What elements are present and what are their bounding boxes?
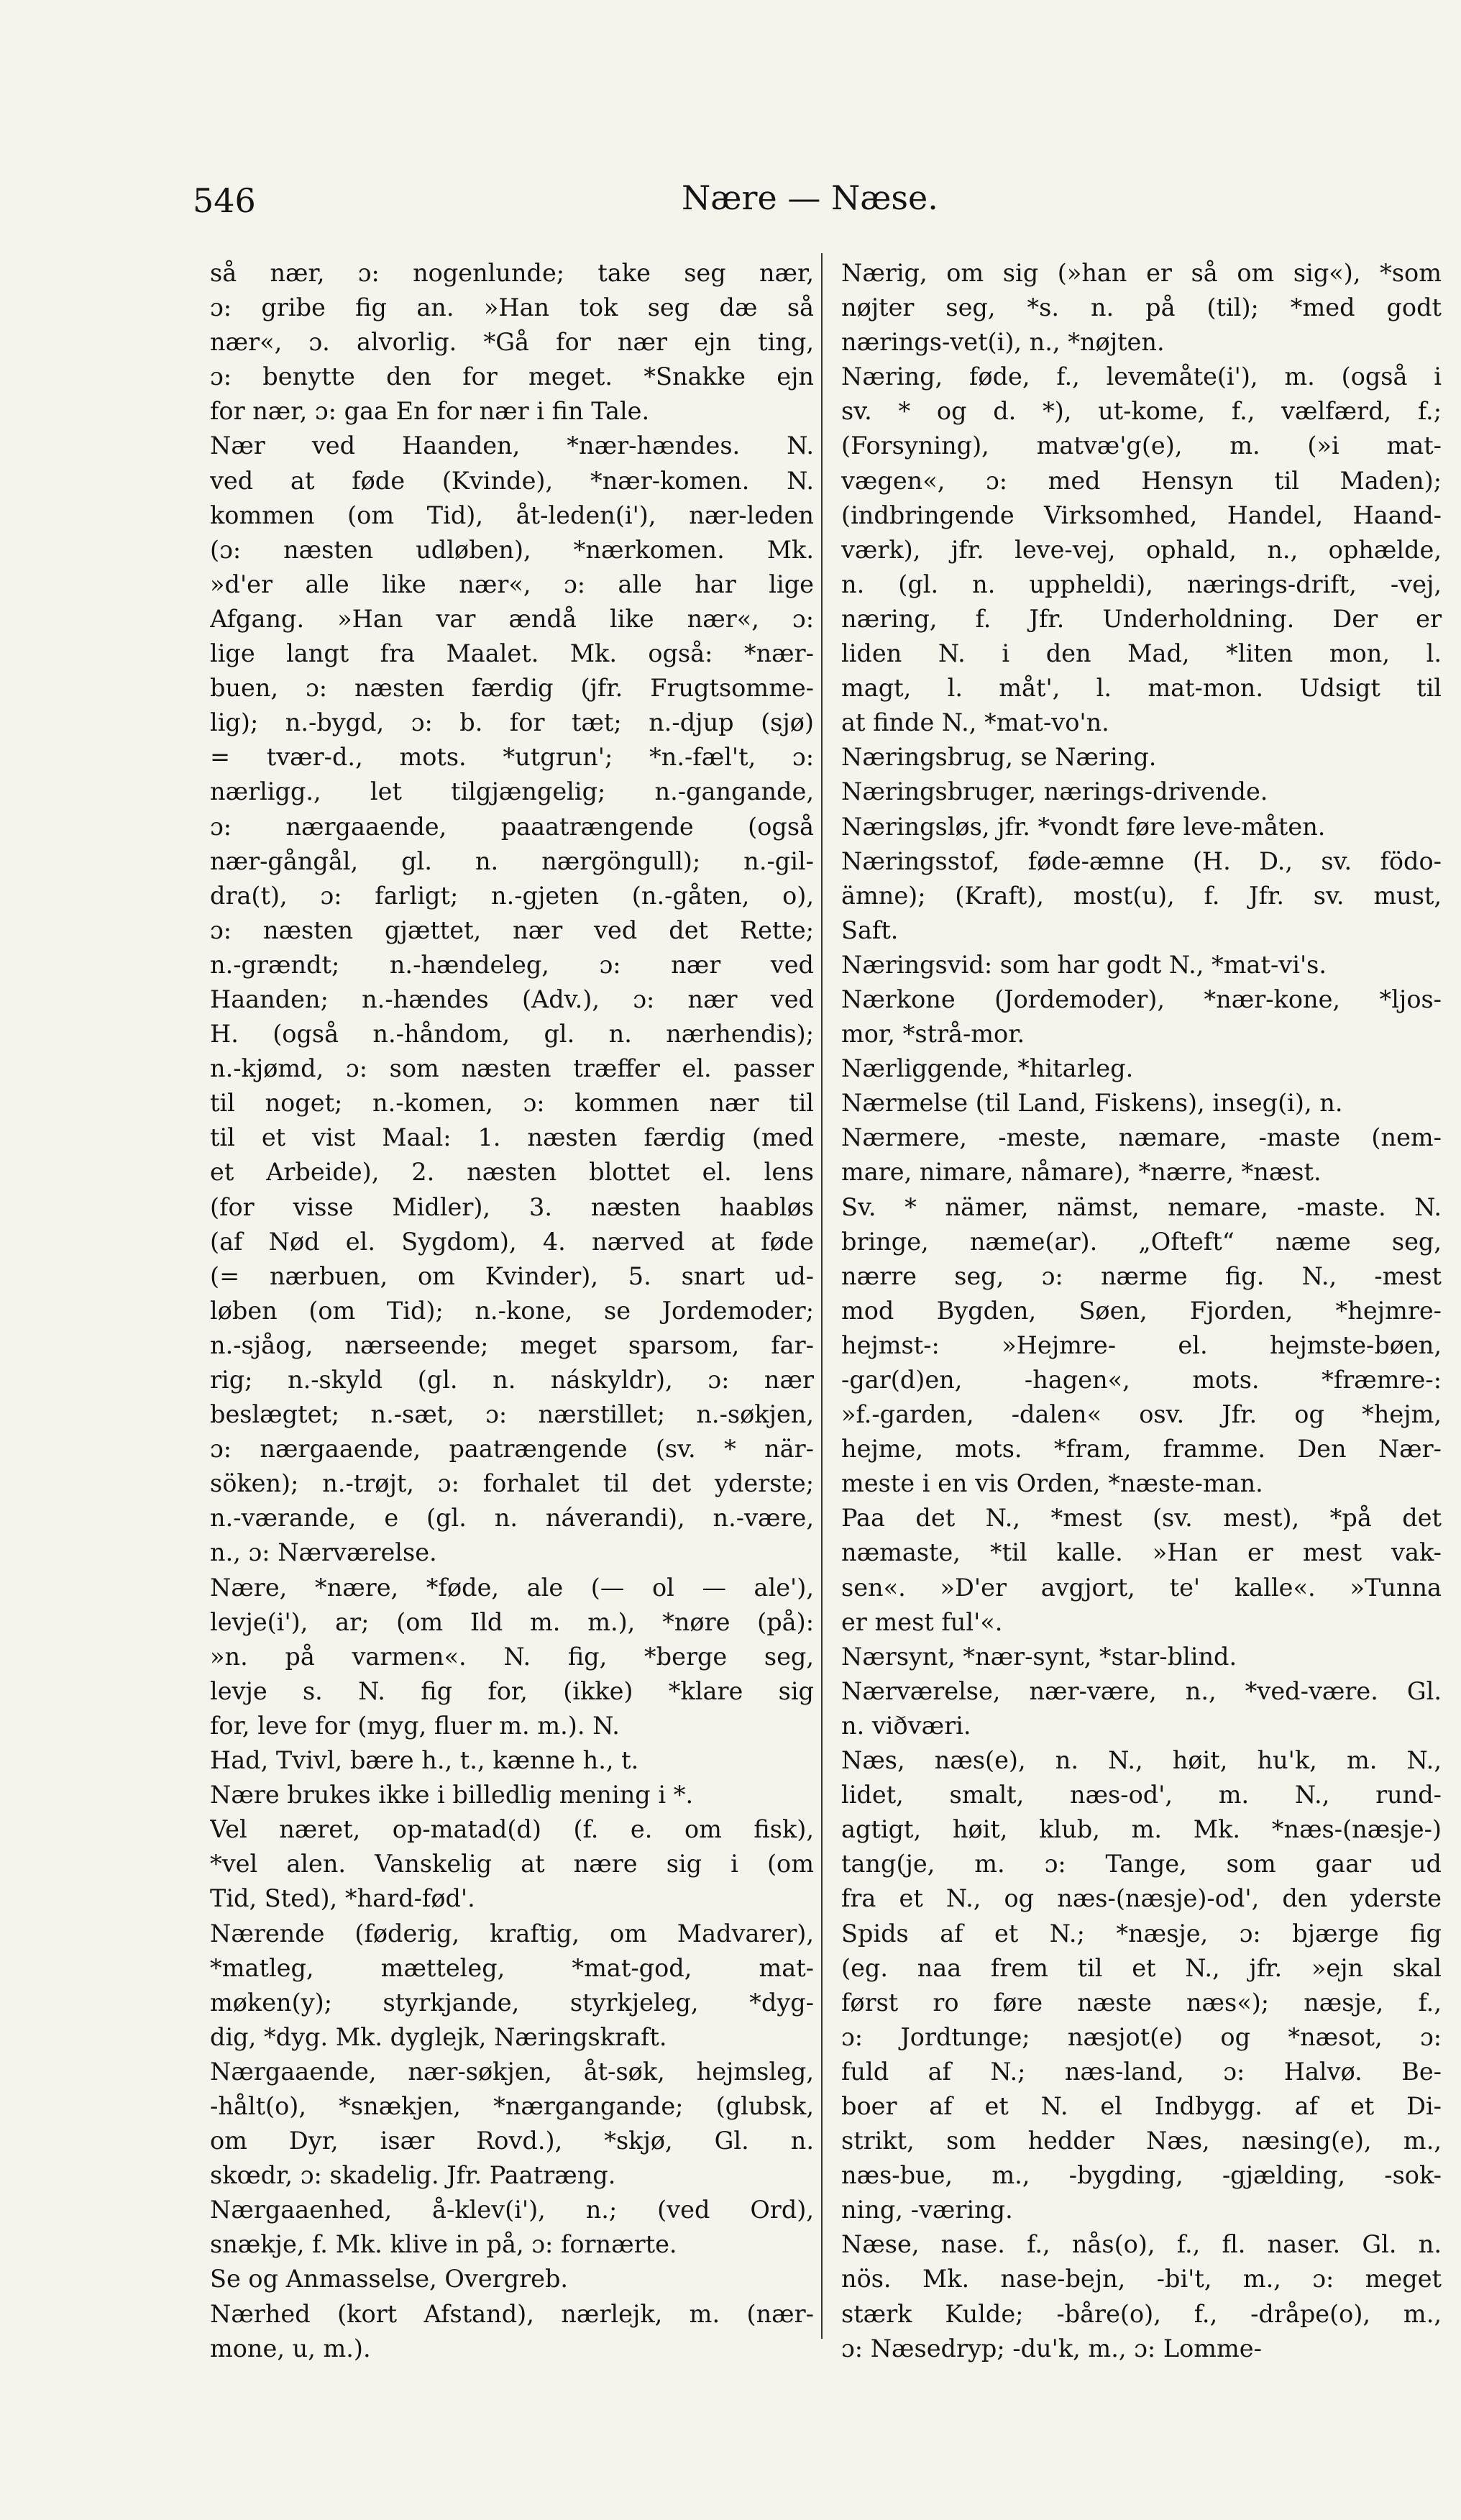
- text-line: møken(y); styrkjande, styrkjeleg, *dyg-: [210, 1988, 814, 2017]
- text-line: -gar(d)en, -hagen«, mots. *fræmre-:: [841, 1366, 1442, 1394]
- text-line: næring, f. Jfr. Underholdning. Der er: [841, 604, 1442, 633]
- text-line: Nærende (føderig, kraftig, om Madvarer),: [210, 1919, 814, 1948]
- text-line: strikt, som hedder Næs, næsing(e), m.,: [841, 2127, 1442, 2155]
- text-line: Nære brukes ikke i billedlig mening i *.: [210, 1781, 694, 1809]
- text-line: Sv. * nämer, nämst, nemare, -maste. N.: [841, 1192, 1442, 1221]
- text-line: Næringsstof, føde-æmne (H. D., sv. födo-: [841, 846, 1442, 875]
- text-line: Næringsvid: som har godt N., *mat-vi's.: [841, 950, 1327, 979]
- text-line: Nære, *nære, *føde, ale (— ol — ale'),: [210, 1573, 814, 1602]
- text-line: næmaste, *til kalle. »Han er mest vak-: [841, 1538, 1442, 1567]
- text-line: -hålt(o), *snækjen, *nærgangande; (glubsk,: [210, 2091, 814, 2120]
- text-line: rig; n.-skyld (gl. n. náskyldr), ɔ: nær: [210, 1366, 814, 1394]
- text-line: mod Bygden, Søen, Fjorden, *hejmre-: [841, 1296, 1442, 1325]
- text-line: n.-kjømd, ɔ: som næsten træffer el. passer: [210, 1054, 814, 1083]
- text-line: snækje, f. Mk. klive in på, ɔ: fornærte.: [210, 2230, 677, 2259]
- text-line: først ro føre næste næs«); næsje, f.,: [841, 1988, 1442, 2017]
- text-line: ämne); (Kraft), most(u), f. Jfr. sv. must,: [841, 881, 1442, 910]
- text-line: lig); n.-bygd, ɔ: b. for tæt; n.-djup (sjø): [210, 708, 814, 737]
- text-line: ɔ: Jordtunge; næsjot(e) og *næsot, ɔ:: [841, 2022, 1442, 2051]
- text-line: er mest ful'«.: [841, 1607, 1003, 1636]
- text-line: *matleg, mætteleg, *mat-god, mat-: [210, 1953, 814, 1982]
- text-line: nærligg., let tilgjængelig; n.-gangande,: [210, 777, 814, 806]
- text-line: fuld af N.; næs-land, ɔ: Halvø. Be-: [841, 2057, 1442, 2086]
- text-line: Spids af et N.; *næsje, ɔ: bjærge fig: [841, 1919, 1442, 1948]
- text-line: Nærgaaende, nær-søkjen, åt-søk, hejmsleg,: [210, 2057, 814, 2086]
- text-line: (eg. naa frem til et N., jfr. »ejn skal: [841, 1953, 1442, 1982]
- text-line: sv. * og d. *), ut-kome, f., vælfærd, f.;: [841, 397, 1442, 426]
- running-head: Nære — Næse.: [682, 178, 938, 217]
- text-line: Saft.: [841, 916, 899, 944]
- text-line: nærings-vet(i), n., *nøjten.: [841, 328, 1165, 357]
- text-line: n.-sjåog, nærseende; meget sparsom, far-: [210, 1330, 814, 1359]
- text-line: ved at føde (Kvinde), *nær-komen. N.: [210, 466, 814, 495]
- text-line: så nær, ɔ: nogenlunde; take seg nær,: [210, 259, 814, 287]
- text-line: mone, u, m.).: [210, 2334, 371, 2362]
- text-line: (Forsyning), matvæ'g(e), m. (»i mat-: [841, 432, 1442, 460]
- left-column: [210, 256, 814, 2366]
- text-line: Næringsbrug, se Næring.: [841, 743, 1157, 772]
- text-line: nös. Mk. nase-bejn, -bi't, m., ɔ: meget: [841, 2265, 1442, 2293]
- text-line: hejmst-: »Hejmre- el. hejmste-bøen,: [841, 1330, 1442, 1359]
- text-line: Had, Tvivl, bære h., t., kænne h., t.: [210, 1746, 639, 1775]
- text-line: nærre seg, ɔ: nærme fig. N., -mest: [841, 1261, 1442, 1290]
- text-line: for, leve for (myg, fluer m. m.). N.: [210, 1711, 620, 1740]
- text-line: lige langt fra Maalet. Mk. også: *nær-: [210, 639, 814, 668]
- text-line: levje(i'), ar; (om Ild m. m.), *nøre (på):: [210, 1607, 814, 1636]
- text-line: Næringsbruger, nærings-drivende.: [841, 777, 1268, 806]
- text-line: ɔ: Næsedryp; -du'k, m., ɔ: Lomme-: [841, 2334, 1262, 2362]
- text-line: (af Nød el. Sygdom), 4. nærved at føde: [210, 1227, 814, 1256]
- text-line: söken); n.-trøjt, ɔ: forhalet til det yderste;: [210, 1469, 814, 1498]
- text-line: (indbringende Virksomhed, Handel, Haand-: [841, 501, 1442, 529]
- text-line: lidet, smalt, næs-od', m. N., rund-: [841, 1781, 1442, 1809]
- text-line: Næs, næs(e), n. N., høit, hu'k, m. N.,: [841, 1746, 1442, 1775]
- text-line: Nærig, om sig (»han er så om sig«), *som: [841, 259, 1442, 287]
- text-line: Afgang. »Han var ændå like nær«, ɔ:: [210, 604, 814, 633]
- text-line: (ɔ: næsten udløben), *nærkomen. Mk.: [210, 535, 814, 564]
- text-line: dig, *dyg. Mk. dyglejk, Næringskraft.: [210, 2022, 667, 2051]
- page-number: 546: [193, 181, 256, 220]
- right-column: [841, 256, 1442, 2366]
- text-line: Næring, føde, f., levemåte(i'), m. (også i: [841, 362, 1442, 391]
- text-line: n.-værande, e (gl. n. náverandi), n.-være,: [210, 1504, 814, 1533]
- text-line: sen«. »D'er avgjort, te' kalle«. »Tunna: [841, 1573, 1442, 1602]
- text-line: = tvær-d., mots. *utgrun'; *n.-fæl't, ɔ:: [210, 743, 814, 772]
- text-line: tang(je, m. ɔ: Tange, som gaar ud: [841, 1850, 1442, 1878]
- text-line: ɔ: nærgaaende, paatrængende (sv. * när-: [210, 1435, 814, 1464]
- text-line: mare, nimare, nåmare), *nærre, *næst.: [841, 1158, 1322, 1187]
- text-line: for nær, ɔ: gaa En for nær i fin Tale.: [210, 397, 650, 426]
- text-line: kommen (om Tid), åt-leden(i'), nær-leden: [210, 501, 814, 529]
- text-line: et Arbeide), 2. næsten blottet el. lens: [210, 1158, 814, 1187]
- text-line: Nærkone (Jordemoder), *nær-kone, *ljos-: [841, 985, 1442, 1013]
- text-line: (= nærbuen, om Kvinder), 5. snart ud-: [210, 1261, 814, 1290]
- text-line: Nærsynt, *nær-synt, *star-blind.: [841, 1642, 1237, 1671]
- text-line: »f.-garden, -dalen« osv. Jfr. og *hejm,: [841, 1400, 1442, 1429]
- text-line: Nærmere, -meste, næmare, -maste (nem-: [841, 1123, 1442, 1152]
- text-line: Nærhed (kort Afstand), nærlejk, m. (nær-: [210, 2299, 814, 2328]
- text-line: stærk Kulde; -båre(o), f., -dråpe(o), m.,: [841, 2299, 1442, 2328]
- text-line: Nærværelse, nær-være, n., *ved-være. Gl.: [841, 1676, 1442, 1705]
- text-line: Vel næret, op-matad(d) (f. e. om fisk),: [210, 1815, 814, 1844]
- text-line: bringe, næme(ar). „Ofteft“ næme seg,: [841, 1227, 1442, 1256]
- text-line: skœdr, ɔ: skadelig. Jfr. Paatræng.: [210, 2161, 616, 2190]
- text-line: Nærliggende, *hitarleg.: [841, 1054, 1134, 1083]
- text-line: dra(t), ɔ: farligt; n.-gjeten (n.-gåten, o),: [210, 881, 814, 910]
- text-line: Nær ved Haanden, *nær-hændes. N.: [210, 432, 814, 460]
- text-line: løben (om Tid); n.-kone, se Jordemoder;: [210, 1296, 814, 1325]
- text-line: Næse, nase. f., nås(o), f., fl. naser. Gl. n.: [841, 2230, 1442, 2259]
- text-line: n.-grændt; n.-hændeleg, ɔ: nær ved: [210, 950, 814, 979]
- text-line: næs-bue, m., -bygding, -gjælding, -sok-: [841, 2161, 1442, 2190]
- text-line: Se og Anmasselse, Overgreb.: [210, 2265, 569, 2293]
- text-line: Haanden; n.-hændes (Adv.), ɔ: nær ved: [210, 985, 814, 1013]
- text-line: til noget; n.-komen, ɔ: kommen nær til: [210, 1089, 814, 1118]
- text-line: (for visse Midler), 3. næsten haabløs: [210, 1192, 814, 1221]
- text-line: nær-gångål, gl. n. nærgöngull); n.-gil-: [210, 846, 814, 875]
- text-line: Nærmelse (til Land, Fiskens), inseg(i), n.: [841, 1089, 1343, 1118]
- text-line: »d'er alle like nær«, ɔ: alle har lige: [210, 570, 814, 598]
- text-line: liden N. i den Mad, *liten mon, l.: [841, 639, 1442, 668]
- text-line: n. (gl. n. uppheldi), nærings-drift, -vej,: [841, 570, 1442, 598]
- text-line: ɔ: nærgaaende, paaatrængende (også: [210, 812, 814, 841]
- text-line: buen, ɔ: næsten færdig (jfr. Frugtsomme-: [210, 674, 814, 703]
- text-line: H. (også n.-håndom, gl. n. nærhendis);: [210, 1020, 814, 1049]
- text-line: nøjter seg, *s. n. på (til); *med godt: [841, 293, 1442, 322]
- text-line: ning, -væring.: [841, 2196, 1013, 2224]
- text-line: n., ɔ: Nærværelse.: [210, 1538, 437, 1567]
- text-line: ɔ: gribe fig an. »Han tok seg dæ så: [210, 293, 814, 322]
- text-line: ɔ: næsten gjættet, nær ved det Rette;: [210, 916, 814, 944]
- text-line: agtigt, høit, klub, m. Mk. *næs-(næsje-): [841, 1815, 1442, 1844]
- text-line: Næringsløs, jfr. *vondt føre leve-måten.: [841, 812, 1326, 841]
- text-line: levje s. N. fig for, (ikke) *klare sig: [210, 1676, 814, 1705]
- text-line: nær«, ɔ. alvorlig. *Gå for nær ejn ting,: [210, 328, 814, 357]
- text-line: til et vist Maal: 1. næsten færdig (med: [210, 1123, 814, 1152]
- text-line: mor, *strå-mor.: [841, 1020, 1025, 1049]
- text-line: fra et N., og næs-(næsje)-od', den yderste: [841, 1884, 1442, 1913]
- text-line: Paa det N., *mest (sv. mest), *på det: [841, 1504, 1442, 1533]
- text-line: værk), jfr. leve-vej, ophald, n., ophælde,: [841, 535, 1442, 564]
- text-line: ɔ: benytte den for meget. *Snakke ejn: [210, 362, 814, 391]
- text-line: *vel alen. Vanskelig at nære sig i (om: [210, 1850, 814, 1878]
- text-line: boer af et N. el Indbygg. af et Di-: [841, 2091, 1442, 2120]
- text-line: »n. på varmen«. N. fig, *berge seg,: [210, 1642, 814, 1671]
- text-line: meste i en vis Orden, *næste-man.: [841, 1469, 1263, 1498]
- text-line: hejme, mots. *fram, framme. Den Nær-: [841, 1435, 1442, 1464]
- column-divider: [821, 253, 823, 2339]
- text-line: beslægtet; n.-sæt, ɔ: nærstillet; n.-søkjen,: [210, 1400, 814, 1429]
- text-line: at finde N., *mat-vo'n.: [841, 708, 1109, 737]
- text-line: vægen«, ɔ: med Hensyn til Maden);: [841, 466, 1442, 495]
- text-line: n. viðværi.: [841, 1711, 971, 1740]
- text-line: magt, l. måt', l. mat-mon. Udsigt til: [841, 674, 1442, 703]
- text-line: Tid, Sted), *hard-fød'.: [210, 1884, 475, 1913]
- text-line: Nærgaaenhed, å-klev(i'), n.; (ved Ord),: [210, 2196, 814, 2224]
- text-line: om Dyr, især Rovd.), *skjø, Gl. n.: [210, 2127, 814, 2155]
